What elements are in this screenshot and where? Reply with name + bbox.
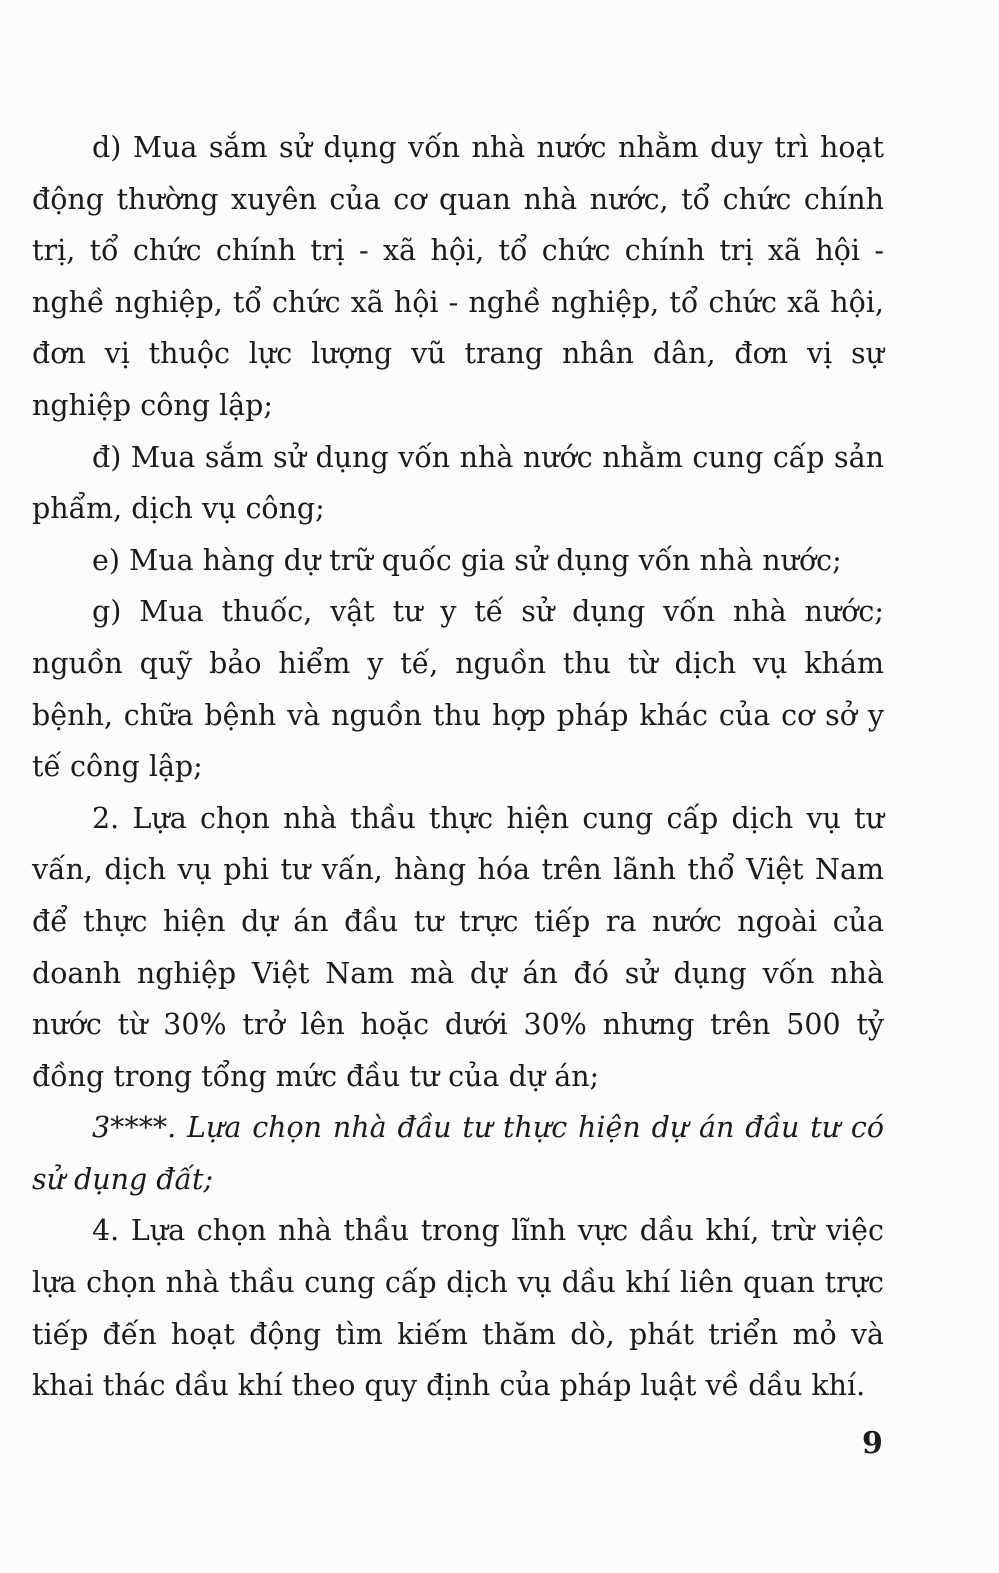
paragraph-clause-4: 4. Lựa chọn nhà thầu trong lĩnh vực dầu khí, trừ việc lựa chọn nhà thầu cung cấp dịch vụ dầu khí liên quan trực tiếp đến hoạt động tìm kiếm thăm dò, phát triển mỏ và khai thác dầu khí theo quy định của pháp luật về dầu khí. bbox=[32, 1214, 884, 1403]
paragraph-item-d: d) Mua sắm sử dụng vốn nhà nước nhằm duy trì hoạt động thường xuyên của cơ quan nhà nước, tổ chức chính trị, tổ chức chính trị - xã hội, tổ chức chính trị xã hội - nghề nghiệp, tổ chức xã hội - nghề nghiệp, tổ chức xã hội, đơn vị thuộc lực lượng vũ trang nhân dân, đơn vị sự nghiệp công lập; bbox=[32, 131, 884, 422]
paragraph-item-e: e) Mua hàng dự trữ quốc gia sử dụng vốn nhà nước; bbox=[92, 543, 842, 577]
paragraph-clause-3: 3****. Lựa chọn nhà đầu tư thực hiện dự án đầu tư có sử dụng đất; bbox=[32, 1111, 884, 1196]
page-number: 9 bbox=[862, 1426, 883, 1461]
paragraph-item-g: g) Mua thuốc, vật tư y tế sử dụng vốn nhà nước; nguồn quỹ bảo hiểm y tế, nguồn thu từ dịch vụ khám bệnh, chữa bệnh và nguồn thu hợp pháp khác của cơ sở y tế công lập; bbox=[32, 595, 884, 784]
body-text bbox=[32, 122, 884, 1412]
paragraph-item-dd: đ) Mua sắm sử dụng vốn nhà nước nhằm cung cấp sản phẩm, dịch vụ công; bbox=[32, 440, 884, 526]
paragraph-clause-2: 2. Lựa chọn nhà thầu thực hiện cung cấp dịch vụ tư vấn, dịch vụ phi tư vấn, hàng hóa trên lãnh thổ Việt Nam để thực hiện dự án đầu tư trực tiếp ra nước ngoài của doanh nghiệp Việt Nam mà dự án đó sử dụng vốn nhà nước từ 30% trở lên hoặc dưới 30% nhưng trên 500 tỷ đồng trong tổng mức đầu tư của dự án; bbox=[32, 801, 884, 1093]
